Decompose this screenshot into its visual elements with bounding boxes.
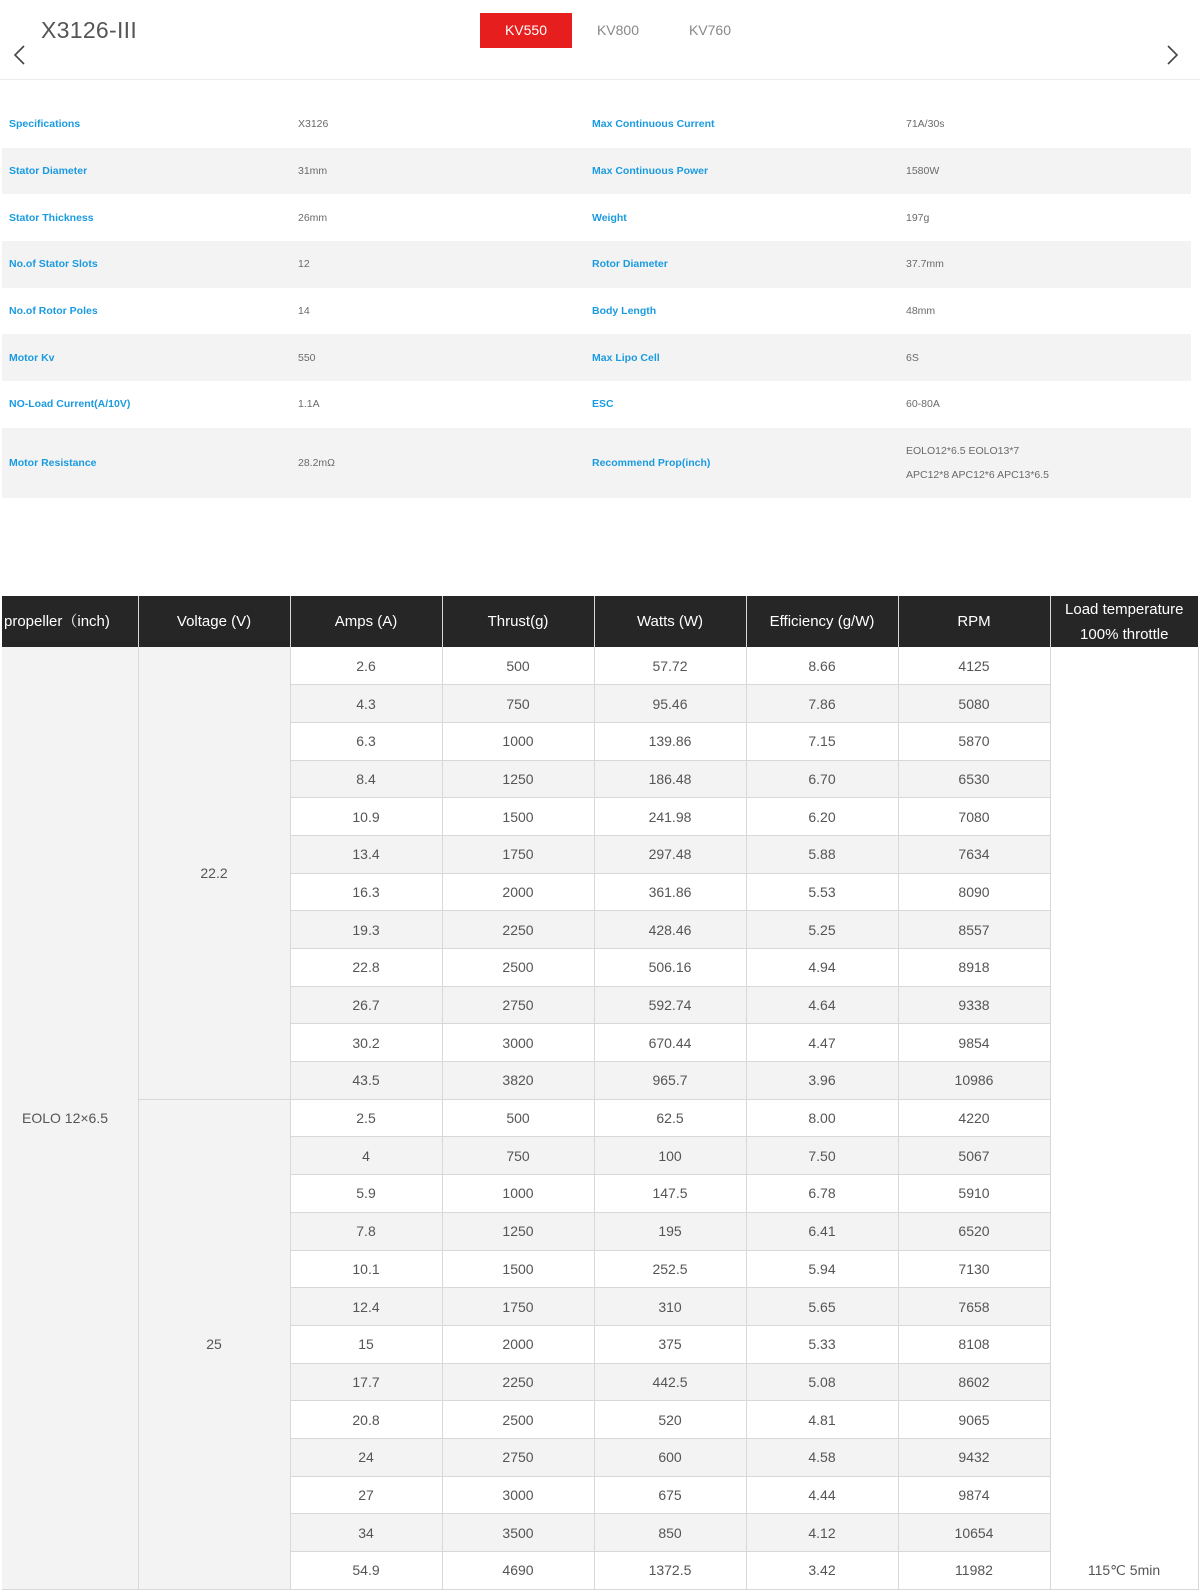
thrust-cell: 3000 [442, 1024, 594, 1062]
thrust-cell: 1250 [442, 760, 594, 798]
spec-value [906, 439, 1049, 487]
watts-cell: 57.72 [594, 647, 746, 685]
voltage-cell: 25 [138, 1099, 290, 1589]
spec-value [906, 206, 929, 230]
spec-value [906, 392, 940, 416]
efficiency-cell: 4.94 [746, 949, 898, 987]
spec-value: 1.1A [298, 398, 320, 411]
watts-cell: 600 [594, 1438, 746, 1476]
rpm-cell: 4125 [898, 647, 1050, 685]
thrust-cell: 2250 [442, 911, 594, 949]
efficiency-cell: 8.66 [746, 647, 898, 685]
efficiency-cell: 4.44 [746, 1476, 898, 1514]
rpm-cell: 5080 [898, 685, 1050, 723]
thrust-cell: 3500 [442, 1514, 594, 1552]
efficiency-cell: 6.20 [746, 798, 898, 836]
spec-value: 550 [298, 351, 316, 364]
spec-value [906, 159, 939, 183]
spec-value-line: 37.7mm [906, 258, 944, 271]
spec-value [906, 299, 935, 323]
header-voltage: Voltage (V) [138, 596, 290, 647]
rpm-cell: 4220 [898, 1099, 1050, 1137]
rpm-cell: 8557 [898, 911, 1050, 949]
watts-cell: 297.48 [594, 835, 746, 873]
header-watts: Watts (W) [594, 596, 746, 647]
efficiency-cell: 5.65 [746, 1288, 898, 1326]
watts-cell: 375 [594, 1325, 746, 1363]
watts-cell: 592.74 [594, 986, 746, 1024]
amps-cell: 7.8 [290, 1212, 442, 1250]
watts-cell: 195 [594, 1212, 746, 1250]
rpm-cell: 7130 [898, 1250, 1050, 1288]
thrust-cell: 500 [442, 647, 594, 685]
amps-cell: 54.9 [290, 1552, 442, 1590]
rpm-cell: 9854 [898, 1024, 1050, 1062]
kv-tabs [480, 13, 756, 48]
spec-value: X3126 [298, 118, 329, 131]
rpm-cell: 6520 [898, 1212, 1050, 1250]
spec-label: No.of Stator Slots [9, 258, 98, 271]
spec-value-line: 71A/30s [906, 118, 945, 131]
amps-cell: 16.3 [290, 873, 442, 911]
header-amps: Amps (A) [290, 596, 442, 647]
efficiency-cell: 8.00 [746, 1099, 898, 1137]
thrust-cell: 3820 [442, 1062, 594, 1100]
spec-row [2, 101, 1191, 148]
spec-value-line: 60-80A [906, 398, 940, 411]
watts-cell: 147.5 [594, 1175, 746, 1213]
watts-cell: 442.5 [594, 1363, 746, 1401]
header-load-temperature [1050, 596, 1198, 647]
spec-label: Weight [592, 211, 627, 224]
chevron-left-icon[interactable] [12, 44, 28, 66]
rpm-cell: 7080 [898, 798, 1050, 836]
rpm-cell: 5910 [898, 1175, 1050, 1213]
header-rpm: RPM [898, 596, 1050, 647]
thrust-cell: 2750 [442, 986, 594, 1024]
spec-label: Max Continuous Power [592, 165, 709, 178]
spec-value-line: 197g [906, 211, 930, 224]
spec-value-line: APC12*8 APC12*6 APC13*6.5 [906, 468, 1050, 481]
thrust-cell: 2750 [442, 1438, 594, 1476]
amps-cell: 4.3 [290, 685, 442, 723]
table-row [2, 647, 1198, 685]
watts-cell: 428.46 [594, 911, 746, 949]
efficiency-cell: 6.41 [746, 1212, 898, 1250]
thrust-cell: 3000 [442, 1476, 594, 1514]
load-temperature-cell [1050, 647, 1198, 1552]
spec-value [906, 346, 919, 370]
rpm-cell: 10986 [898, 1062, 1050, 1100]
spec-value: 31mm [298, 165, 328, 178]
rpm-cell: 5870 [898, 722, 1050, 760]
table-header-row [2, 596, 1198, 647]
table-row [2, 1099, 1198, 1137]
spec-row [2, 381, 1191, 428]
amps-cell: 8.4 [290, 760, 442, 798]
rpm-cell: 8090 [898, 873, 1050, 911]
efficiency-cell: 5.88 [746, 835, 898, 873]
rpm-cell: 5067 [898, 1137, 1050, 1175]
spec-row [2, 148, 1191, 195]
header-thrust: Thrust(g) [442, 596, 594, 647]
spec-value [906, 112, 945, 136]
spec-label: Motor Resistance [9, 456, 97, 469]
thrust-cell: 2000 [442, 1325, 594, 1363]
watts-cell: 62.5 [594, 1099, 746, 1137]
thrust-cell: 2500 [442, 1401, 594, 1439]
rpm-cell: 9065 [898, 1401, 1050, 1439]
watts-cell: 520 [594, 1401, 746, 1439]
rpm-cell: 9338 [898, 986, 1050, 1024]
thrust-cell: 2000 [442, 873, 594, 911]
watts-cell: 670.44 [594, 1024, 746, 1062]
thrust-cell: 500 [442, 1099, 594, 1137]
spec-value-line: 1580W [906, 165, 940, 178]
product-title: X3126-III [41, 17, 138, 43]
thrust-cell: 1500 [442, 1250, 594, 1288]
amps-cell: 2.5 [290, 1099, 442, 1137]
spec-label: Stator Thickness [9, 211, 94, 224]
efficiency-cell: 5.08 [746, 1363, 898, 1401]
watts-cell: 506.16 [594, 949, 746, 987]
product-header [0, 0, 1200, 80]
spec-value: 12 [298, 258, 310, 271]
thrust-cell: 1000 [442, 722, 594, 760]
thrust-cell: 2250 [442, 1363, 594, 1401]
propeller-cell: EOLO 12×6.5 [2, 647, 138, 1589]
thrust-cell: 4690 [442, 1552, 594, 1590]
watts-cell: 361.86 [594, 873, 746, 911]
spec-table [2, 101, 1191, 498]
spec-label: Motor Kv [9, 351, 55, 364]
amps-cell: 13.4 [290, 835, 442, 873]
efficiency-cell: 4.12 [746, 1514, 898, 1552]
thrust-cell: 1750 [442, 835, 594, 873]
thrust-cell: 1500 [442, 798, 594, 836]
rpm-cell: 9432 [898, 1438, 1050, 1476]
amps-cell: 24 [290, 1438, 442, 1476]
efficiency-cell: 3.42 [746, 1552, 898, 1590]
spec-row [2, 428, 1191, 498]
rpm-cell: 11982 [898, 1552, 1050, 1590]
load-temperature-value: 115℃ 5min [1050, 1552, 1198, 1590]
amps-cell: 30.2 [290, 1024, 442, 1062]
spec-value-line: 48mm [906, 305, 936, 318]
rpm-cell: 6530 [898, 760, 1050, 798]
amps-cell: 10.9 [290, 798, 442, 836]
spec-label: Recommend Prop(inch) [592, 456, 711, 469]
watts-cell: 850 [594, 1514, 746, 1552]
thrust-cell: 1000 [442, 1175, 594, 1213]
rpm-cell: 8918 [898, 949, 1050, 987]
chevron-right-icon[interactable] [1164, 44, 1180, 66]
efficiency-cell: 7.86 [746, 685, 898, 723]
spec-value-line: EOLO12*6.5 EOLO13*7 [906, 444, 1020, 457]
efficiency-cell: 7.15 [746, 722, 898, 760]
header-load-temperature-line1: Load temperature [1065, 600, 1184, 618]
spec-value: 14 [298, 305, 310, 318]
watts-cell: 241.98 [594, 798, 746, 836]
efficiency-cell: 5.94 [746, 1250, 898, 1288]
efficiency-cell: 4.47 [746, 1024, 898, 1062]
efficiency-cell: 6.70 [746, 760, 898, 798]
efficiency-cell: 5.53 [746, 873, 898, 911]
spec-label: NO-Load Current(A/10V) [9, 398, 131, 411]
amps-cell: 2.6 [290, 647, 442, 685]
thrust-cell: 1250 [442, 1212, 594, 1250]
spec-label: No.of Rotor Poles [9, 305, 98, 318]
spec-value-line: 6S [906, 351, 919, 364]
spec-label: Max Continuous Current [592, 118, 715, 131]
watts-cell: 310 [594, 1288, 746, 1326]
watts-cell: 965.7 [594, 1062, 746, 1100]
thrust-cell: 750 [442, 1137, 594, 1175]
voltage-cell: 22.2 [138, 647, 290, 1099]
amps-cell: 34 [290, 1514, 442, 1552]
watts-cell: 95.46 [594, 685, 746, 723]
header-load-temperature-line2: 100% throttle [1080, 625, 1169, 643]
efficiency-cell: 5.25 [746, 911, 898, 949]
spec-row [2, 288, 1191, 335]
spec-label: Stator Diameter [9, 165, 88, 178]
amps-cell: 27 [290, 1476, 442, 1514]
watts-cell: 100 [594, 1137, 746, 1175]
watts-cell: 252.5 [594, 1250, 746, 1288]
spec-row [2, 241, 1191, 288]
efficiency-cell: 4.58 [746, 1438, 898, 1476]
rpm-cell: 10654 [898, 1514, 1050, 1552]
watts-cell: 1372.5 [594, 1552, 746, 1590]
header-efficiency: Efficiency (g/W) [746, 596, 898, 647]
spec-label: Specifications [9, 118, 81, 131]
performance-table [2, 596, 1199, 1590]
spec-label: Max Lipo Cell [592, 351, 660, 364]
rpm-cell: 8602 [898, 1363, 1050, 1401]
spec-value: 28.2mΩ [298, 456, 336, 469]
spec-value [906, 252, 944, 276]
header-propeller: propeller（inch) [2, 596, 138, 647]
thrust-cell: 1750 [442, 1288, 594, 1326]
amps-cell: 17.7 [290, 1363, 442, 1401]
amps-cell: 5.9 [290, 1175, 442, 1213]
amps-cell: 10.1 [290, 1250, 442, 1288]
watts-cell: 186.48 [594, 760, 746, 798]
tab-kv800[interactable]: KV800 [596, 22, 640, 38]
amps-cell: 19.3 [290, 911, 442, 949]
amps-cell: 15 [290, 1325, 442, 1363]
watts-cell: 675 [594, 1476, 746, 1514]
efficiency-cell: 6.78 [746, 1175, 898, 1213]
efficiency-cell: 4.64 [746, 986, 898, 1024]
rpm-cell: 7658 [898, 1288, 1050, 1326]
tab-kv550[interactable]: KV550 [480, 13, 572, 48]
amps-cell: 6.3 [290, 722, 442, 760]
efficiency-cell: 4.81 [746, 1401, 898, 1439]
efficiency-cell: 5.33 [746, 1325, 898, 1363]
amps-cell: 20.8 [290, 1401, 442, 1439]
thrust-cell: 2500 [442, 949, 594, 987]
efficiency-cell: 7.50 [746, 1137, 898, 1175]
spec-row [2, 334, 1191, 381]
rpm-cell: 9874 [898, 1476, 1050, 1514]
spec-label: Body Length [592, 305, 657, 318]
amps-cell: 22.8 [290, 949, 442, 987]
amps-cell: 4 [290, 1137, 442, 1175]
rpm-cell: 8108 [898, 1325, 1050, 1363]
spec-row [2, 194, 1191, 241]
amps-cell: 26.7 [290, 986, 442, 1024]
watts-cell: 139.86 [594, 722, 746, 760]
amps-cell: 12.4 [290, 1288, 442, 1326]
thrust-cell: 750 [442, 685, 594, 723]
amps-cell: 43.5 [290, 1062, 442, 1100]
tab-kv760[interactable]: KV760 [688, 22, 732, 38]
spec-label: Rotor Diameter [592, 258, 668, 271]
spec-label: ESC [592, 398, 614, 411]
spec-value: 26mm [298, 211, 328, 224]
efficiency-cell: 3.96 [746, 1062, 898, 1100]
rpm-cell: 7634 [898, 835, 1050, 873]
